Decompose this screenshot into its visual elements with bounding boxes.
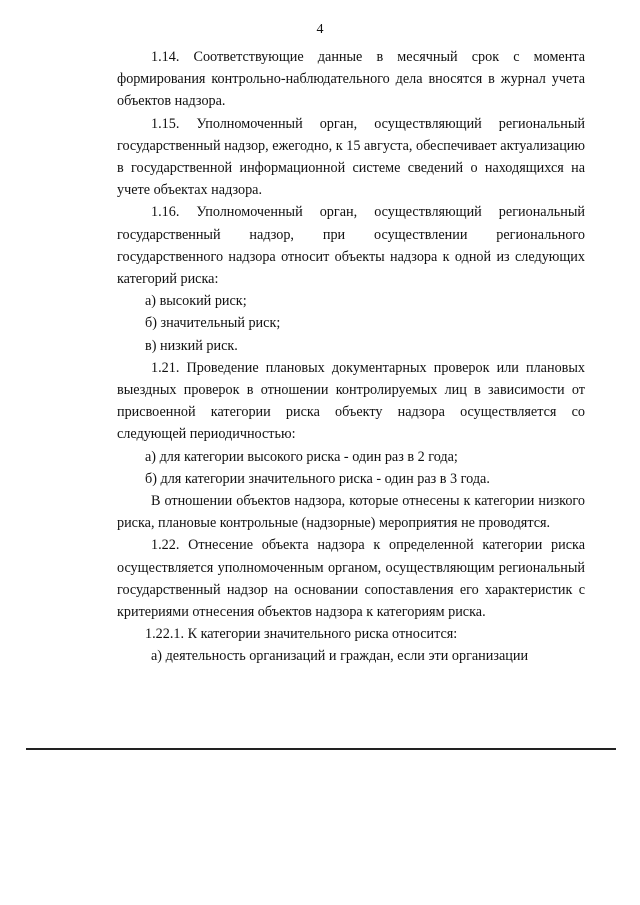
page-number: 4	[316, 22, 324, 37]
paragraph-1-21: 1.21. Проведение плановых документарных проверок или плановых выездных проверок в отношении контролируемых лиц в зависимости от присвоенной категории риска объекту надзора осуществляется со следующей периодичностью:	[117, 359, 585, 443]
list-item-high-risk: а) высокий риск;	[145, 293, 247, 310]
paragraph-1-16: 1.16. Уполномоченный орган, осуществляющий региональный государственный надзор, при осуществлении регионального государственного надзора относит объекты надзора к одной из следующих категорий риска:	[117, 204, 585, 288]
list-item-high-risk-period: а) для категории высокого риска - один раз в 2 года;	[145, 448, 458, 465]
paragraph-1-22: 1.22. Отнесение объекта надзора к определенной категории риска осуществляется уполномоченным органом, осуществляющим региональный государственный надзор на основании сопоставления его характеристик с критериями отнесения объектов надзора к категориям риска.	[117, 537, 585, 621]
paragraph-low-risk-note: В отношении объектов надзора, которые отнесены к категории низкого риска, плановые контрольные (надзорные) мероприятия не проводятся.	[117, 493, 585, 532]
paragraph-1-22-1: 1.22.1. К категории значительного риска относится:	[145, 626, 458, 643]
list-item-significant-risk: б) значительный риск;	[145, 315, 281, 332]
paragraph-1-22-1-a: а) деятельность организаций и граждан, если эти организации	[151, 648, 529, 665]
list-item-significant-risk-period: б) для категории значительного риска - один раз в 3 года.	[145, 470, 490, 487]
document-body	[117, 46, 585, 668]
paragraph-1-15: 1.15. Уполномоченный орган, осуществляющий региональный государственный надзор, ежегодно, к 15 августа, обеспечивает актуализацию в государственной информационной системе сведений о находящихся на учете объектах надзора.	[117, 115, 585, 199]
paragraph-1-14: 1.14. Соответствующие данные в месячный срок с момента формирования контрольно-наблюдательного дела вносятся в журнал учета объектов надзора.	[117, 49, 585, 110]
footer-divider	[26, 748, 616, 750]
list-item-low-risk: в) низкий риск.	[145, 337, 238, 354]
